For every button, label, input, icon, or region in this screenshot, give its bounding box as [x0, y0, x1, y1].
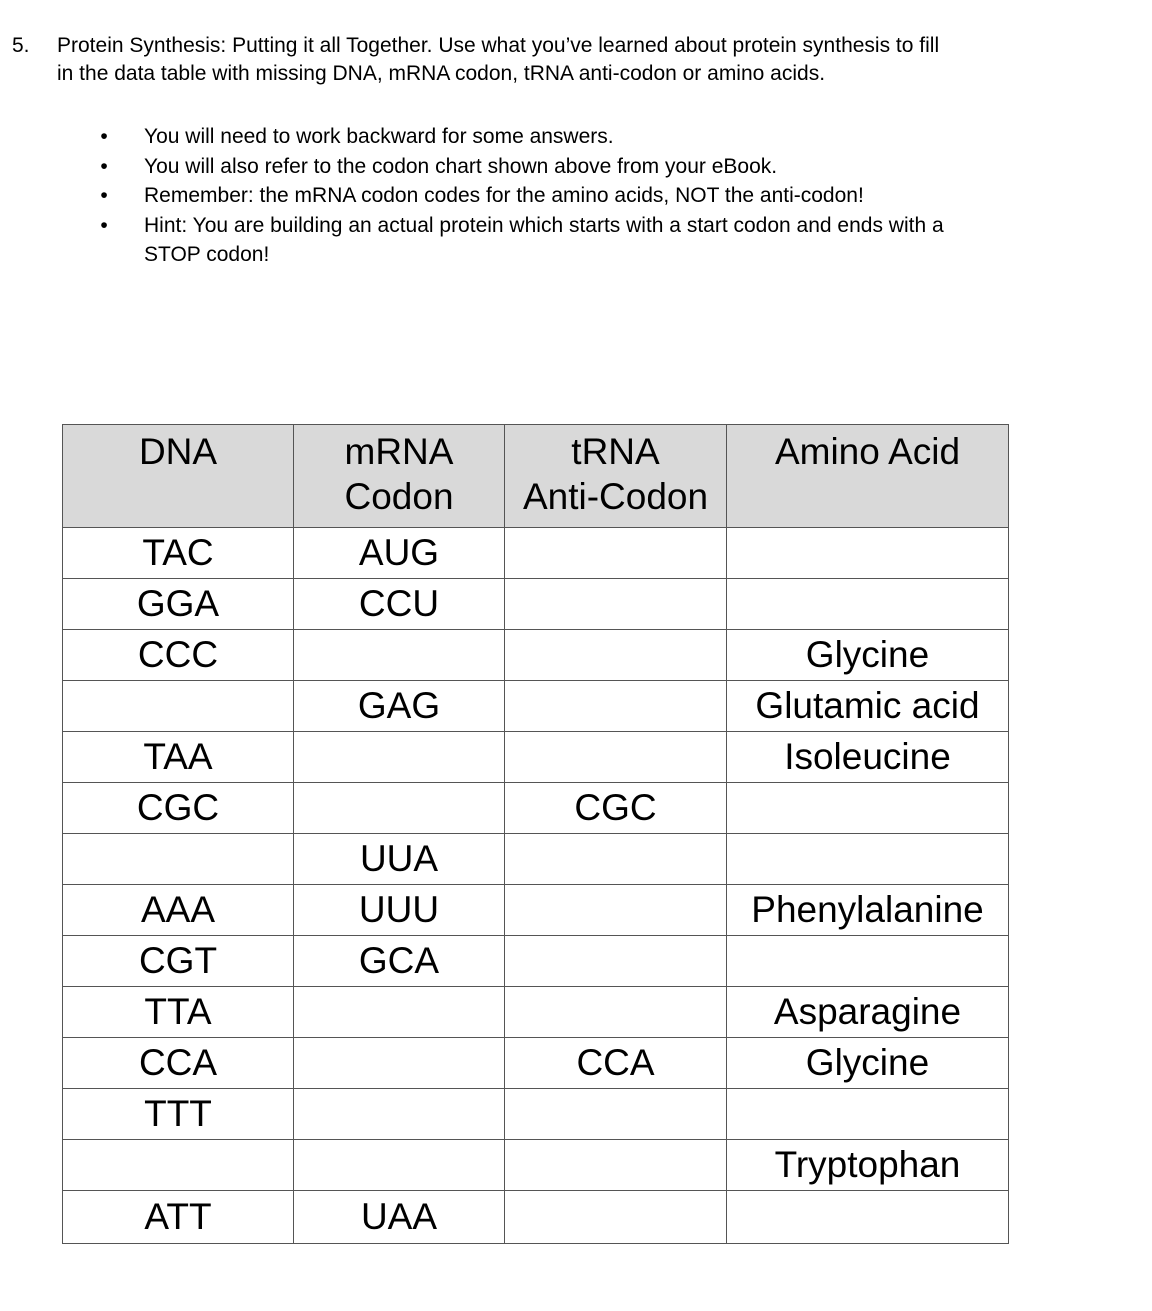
- cell-mrna[interactable]: GAG: [294, 681, 505, 732]
- cell-mrna[interactable]: AUG: [294, 528, 505, 579]
- cell-dna[interactable]: [63, 1140, 294, 1191]
- cell-amino[interactable]: Isoleucine: [727, 732, 1009, 783]
- table-row: [63, 885, 1009, 936]
- cell-dna[interactable]: [63, 834, 294, 885]
- cell-trna[interactable]: [505, 630, 727, 681]
- question-text: [57, 32, 1112, 88]
- table-row: [63, 732, 1009, 783]
- instruction-text: You will need to work backward for some answers.: [144, 125, 614, 148]
- bullet-icon: •: [100, 184, 108, 207]
- table-row: [63, 936, 1009, 987]
- table-header-row: [63, 425, 1009, 528]
- cell-amino[interactable]: Tryptophan: [727, 1140, 1009, 1191]
- cell-dna[interactable]: ATT: [63, 1191, 294, 1244]
- table-row: [63, 528, 1009, 579]
- cell-dna[interactable]: TTA: [63, 987, 294, 1038]
- cell-mrna[interactable]: CCU: [294, 579, 505, 630]
- cell-mrna[interactable]: [294, 783, 505, 834]
- cell-amino[interactable]: Glycine: [727, 1038, 1009, 1089]
- cell-trna[interactable]: CGC: [505, 783, 727, 834]
- cell-dna[interactable]: TAA: [63, 732, 294, 783]
- instruction-item: [98, 181, 1098, 211]
- cell-amino[interactable]: Asparagine: [727, 987, 1009, 1038]
- cell-dna[interactable]: CCC: [63, 630, 294, 681]
- cell-trna[interactable]: [505, 936, 727, 987]
- question-block: [12, 32, 1112, 88]
- cell-trna[interactable]: [505, 987, 727, 1038]
- cell-mrna[interactable]: UUA: [294, 834, 505, 885]
- cell-trna[interactable]: [505, 885, 727, 936]
- instruction-text-continued: STOP codon!: [144, 243, 270, 266]
- table-row: [63, 834, 1009, 885]
- table-row: [63, 681, 1009, 732]
- cell-amino[interactable]: [727, 834, 1009, 885]
- instruction-list: [98, 122, 1098, 270]
- cell-amino[interactable]: [727, 936, 1009, 987]
- cell-amino[interactable]: [727, 1089, 1009, 1140]
- cell-dna[interactable]: [63, 681, 294, 732]
- cell-dna[interactable]: AAA: [63, 885, 294, 936]
- cell-trna[interactable]: [505, 528, 727, 579]
- instruction-item: [98, 152, 1098, 182]
- cell-dna[interactable]: TTT: [63, 1089, 294, 1140]
- cell-dna[interactable]: CCA: [63, 1038, 294, 1089]
- table-row: [63, 1038, 1009, 1089]
- cell-trna[interactable]: [505, 834, 727, 885]
- cell-mrna[interactable]: [294, 987, 505, 1038]
- table-row: [63, 630, 1009, 681]
- cell-mrna[interactable]: [294, 732, 505, 783]
- question-line-2: in the data table with missing DNA, mRNA codon, tRNA anti-codon or amino acids.: [57, 62, 826, 85]
- cell-trna[interactable]: [505, 681, 727, 732]
- cell-amino[interactable]: [727, 783, 1009, 834]
- cell-amino[interactable]: [727, 528, 1009, 579]
- cell-mrna[interactable]: [294, 1140, 505, 1191]
- cell-mrna[interactable]: [294, 1089, 505, 1140]
- cell-trna[interactable]: [505, 732, 727, 783]
- cell-trna[interactable]: [505, 1140, 727, 1191]
- cell-trna[interactable]: [505, 1191, 727, 1244]
- header-trna-anticodon: tRNA Anti-Codon: [505, 425, 727, 528]
- bullet-icon: •: [100, 125, 108, 148]
- table-row: [63, 1089, 1009, 1140]
- cell-dna[interactable]: CGT: [63, 936, 294, 987]
- cell-amino[interactable]: [727, 579, 1009, 630]
- header-amino-acid: Amino Acid: [727, 425, 1009, 528]
- cell-trna[interactable]: [505, 579, 727, 630]
- bullet-icon: •: [100, 213, 108, 237]
- cell-amino[interactable]: Glycine: [727, 630, 1009, 681]
- instruction-item: [98, 211, 1098, 270]
- protein-synthesis-table: [62, 424, 1009, 1244]
- cell-trna[interactable]: [505, 1089, 727, 1140]
- question-line-1: Protein Synthesis: Putting it all Together. Use what you’ve learned about protein synthesis to fill: [57, 34, 940, 57]
- cell-amino[interactable]: [727, 1191, 1009, 1244]
- cell-mrna[interactable]: [294, 1038, 505, 1089]
- table-row: [63, 783, 1009, 834]
- cell-dna[interactable]: GGA: [63, 579, 294, 630]
- header-dna: DNA: [63, 425, 294, 528]
- cell-amino[interactable]: Phenylalanine: [727, 885, 1009, 936]
- cell-mrna[interactable]: UUU: [294, 885, 505, 936]
- instruction-text: Hint: You are building an actual protein which starts with a start codon and ends with a: [144, 213, 944, 237]
- question-number: 5.: [12, 34, 30, 57]
- table-row: [63, 1191, 1009, 1244]
- cell-mrna[interactable]: GCA: [294, 936, 505, 987]
- bullet-icon: •: [100, 154, 108, 178]
- cell-mrna[interactable]: [294, 630, 505, 681]
- cell-trna[interactable]: CCA: [505, 1038, 727, 1089]
- cell-dna[interactable]: TAC: [63, 528, 294, 579]
- header-mrna-codon: mRNA Codon: [294, 425, 505, 528]
- instruction-text: Remember: the mRNA codon codes for the amino acids, NOT the anti-codon!: [144, 184, 864, 207]
- cell-dna[interactable]: CGC: [63, 783, 294, 834]
- cell-mrna[interactable]: UAA: [294, 1191, 505, 1244]
- table-row: [63, 1140, 1009, 1191]
- instruction-item: [98, 122, 1098, 152]
- cell-amino[interactable]: Glutamic acid: [727, 681, 1009, 732]
- table-row: [63, 579, 1009, 630]
- table-row: [63, 987, 1009, 1038]
- instruction-text: You will also refer to the codon chart shown above from your eBook.: [144, 154, 778, 178]
